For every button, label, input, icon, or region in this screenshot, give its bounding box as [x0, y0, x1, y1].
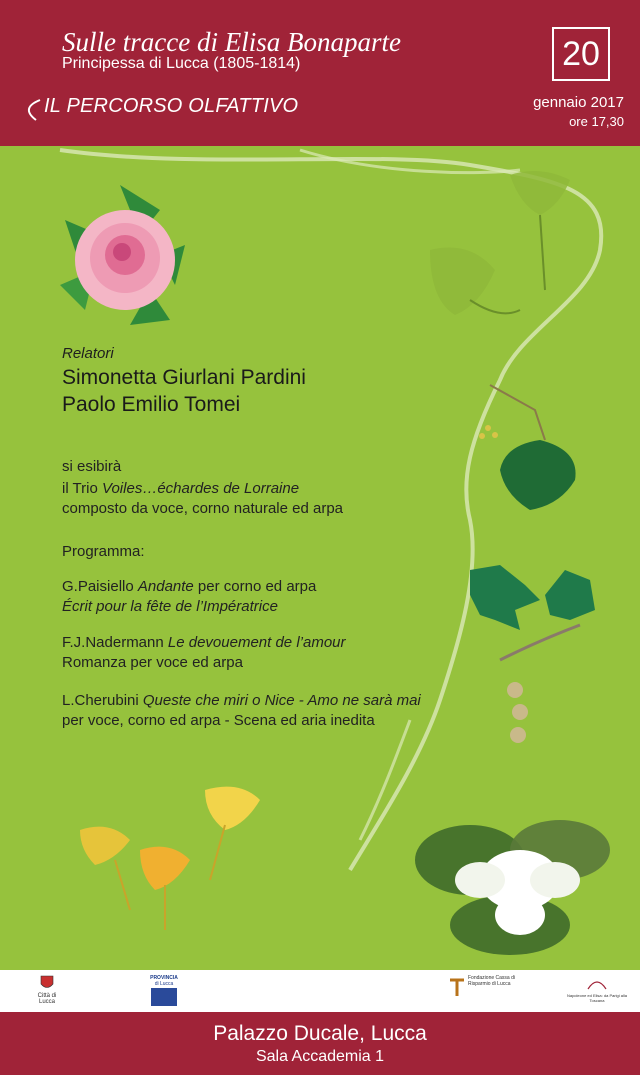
- provincia-emblem-icon: [150, 987, 178, 1007]
- logo-provincia-di-lucca: PROVINCIA di Lucca: [147, 975, 181, 1009]
- venue-room: Sala Accademia 1: [255, 1048, 385, 1065]
- performance-trio: il Trio Voiles…échardes de Lorraine: [62, 480, 300, 497]
- napoleone-emblem-icon: [586, 975, 608, 991]
- logo-fondazione-crl: Fondazione Cassa di Risparmio di Lucca: [448, 975, 518, 997]
- magnolia-illustration: [415, 820, 610, 955]
- sponsor-logos-strip: [0, 970, 640, 1012]
- footer-banner: [0, 1012, 640, 1075]
- rose-illustration: [60, 185, 185, 325]
- performance-composition: composto da voce, corno naturale ed arpa: [62, 500, 344, 517]
- speaker-name-1: Simonetta Giurlani Pardini: [62, 366, 306, 389]
- program-item-1: G.Paisiello Andante per corno ed arpa: [62, 578, 317, 595]
- date-day-box: 20: [552, 27, 610, 81]
- program-item-2-subtitle: Romanza per voce ed arpa: [62, 654, 243, 671]
- speaker-name-2: Paolo Emilio Tomei: [62, 393, 241, 416]
- trio-name: Voiles…échardes de Lorraine: [102, 480, 300, 497]
- event-time: ore 17,30: [569, 114, 624, 129]
- section-title: IL PERCORSO OLFATTIVO: [44, 95, 299, 117]
- program-item-3: L.Cherubini Queste che miri o Nice - Amo ne sarà mai: [62, 692, 421, 709]
- logo-napoleone-elisa: Napoleone ed Elisa: da Parigi alla Toscana: [562, 975, 632, 1003]
- ginkgo-leaves-bottom: [80, 787, 260, 930]
- program-item-3-subtitle: per voce, corno ed arpa - Scena ed aria inedita: [62, 712, 375, 729]
- performance-intro: si esibirà: [62, 458, 122, 475]
- venue-name: Palazzo Ducale, Lucca: [213, 1022, 427, 1045]
- event-subtitle: Principessa di Lucca (1805-1814): [62, 55, 301, 72]
- program-item-1-subtitle: Écrit pour la fête de l’Impératrice: [62, 598, 278, 615]
- program-item-2: F.J.Nadermann Le devouement de l’amour: [62, 634, 346, 651]
- ginkgo-leaves-top: [430, 171, 570, 315]
- fondazione-cross-icon: [448, 975, 466, 997]
- speakers-label: Relatori: [62, 345, 114, 362]
- program-heading: Programma:: [62, 543, 145, 560]
- event-title: Sulle tracce di Elisa Bonaparte: [62, 27, 401, 57]
- linden-leaf: [479, 385, 576, 510]
- grape-leaves: [470, 565, 595, 743]
- date-month-year: gennaio 2017: [533, 94, 624, 111]
- header-swoosh: [0, 0, 640, 160]
- lucca-crest-icon: [40, 975, 54, 991]
- logo-citta-di-lucca: Città di Lucca: [30, 975, 64, 1005]
